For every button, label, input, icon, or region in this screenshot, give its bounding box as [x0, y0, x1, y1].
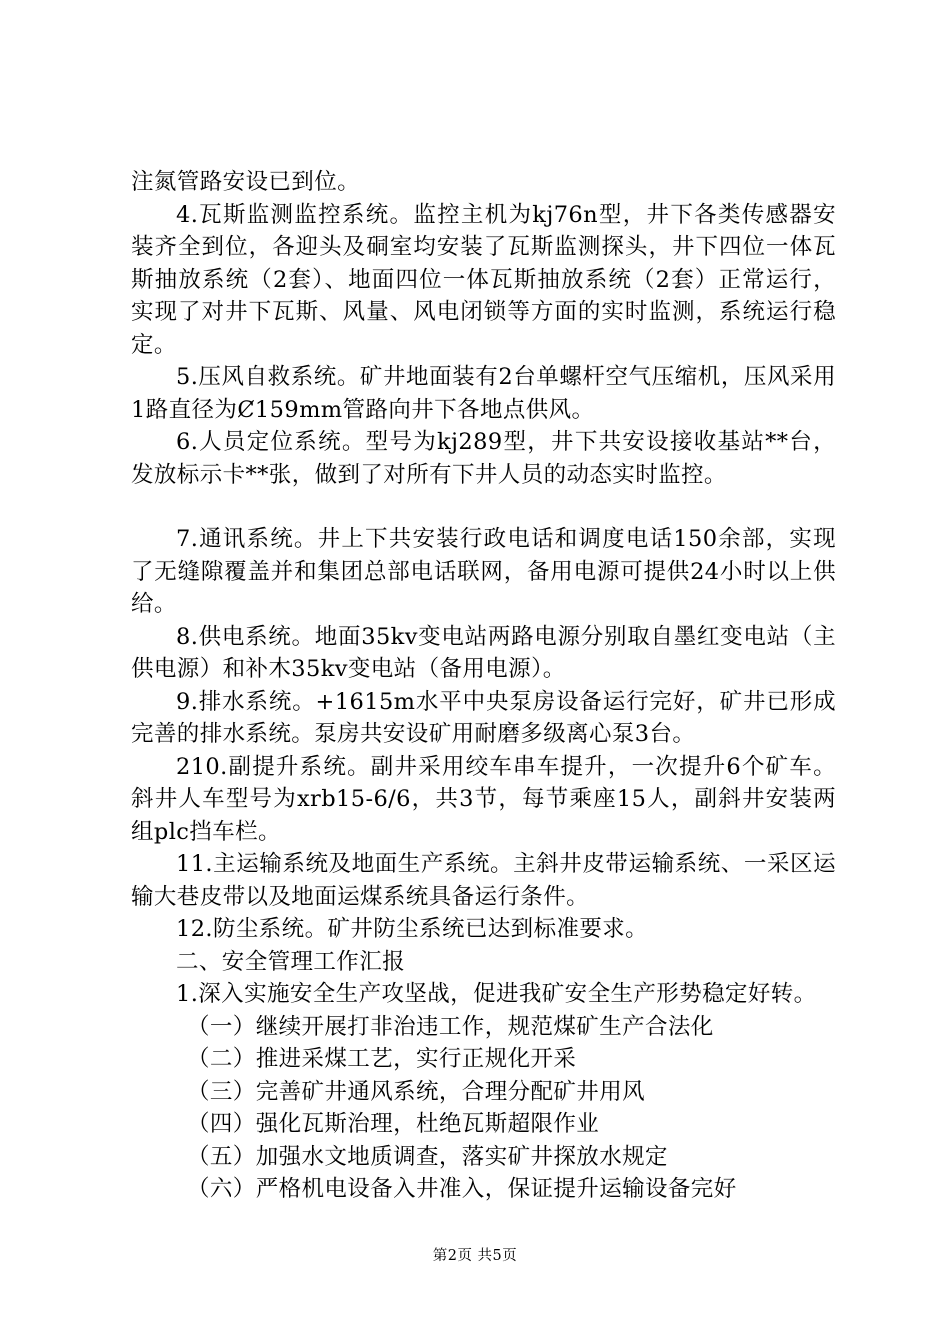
paragraph-power-supply: 8.供电系统。地面35kv变电站两路电源分别取自墨红变电站（主供电源）和补木35kv变电站（备用电源）。	[131, 623, 836, 682]
list-item-4: （四）强化瓦斯治理，杜绝瓦斯超限作业	[187, 1111, 600, 1137]
paragraph-compressed-air: 5.压风自救系统。矿井地面装有2台单螺杆空气压缩机，压风采用1路直径为Ȼ159mm管路向井下各地点供风。	[131, 364, 836, 423]
paragraph-drainage: 9.排水系统。+1615m水平中央泵房设备运行完好，矿井已形成完善的排水系统。泵房共安设矿用耐磨多级离心泵3台。	[131, 688, 836, 747]
paragraph-gas-monitoring: 4.瓦斯监测监控系统。监控主机为kj76n型，井下各类传感器安装齐全到位，各迎头及硐室均安装了瓦斯监测探头，井下四位一体瓦斯抽放系统（2套）、地面四位一体瓦斯抽放系统（2套）正常运行，实现了对井下瓦斯、风量、风电闭锁等方面的实时监测，系统运行稳定。	[131, 201, 836, 358]
list-item-6: （六）严格机电设备入井准入，保证提升运输设备完好	[187, 1176, 737, 1202]
section-heading-safety-management: 二、安全管理工作汇报	[176, 948, 406, 975]
page-number-label: 第2页 共5页	[432, 1248, 518, 1264]
paragraph-safety-campaign: 1.深入实施安全生产攻坚战，促进我矿安全生产形势稳定好转。	[176, 981, 817, 1007]
list-item-1: （一）继续开展打非治违工作，规范煤矿生产合法化	[187, 1013, 714, 1040]
list-item-2: （二）推进采煤工艺，实行正规化开采	[187, 1046, 577, 1072]
document-body	[131, 166, 836, 1206]
list-item-5: （五）加强水文地质调查，落实矿井探放水规定	[187, 1143, 668, 1170]
paragraph-dust-prevention: 12.防尘系统。矿井防尘系统已达到标准要求。	[176, 916, 649, 942]
paragraph-main-transport: 11.主运输系统及地面生产系统。主斜井皮带运输系统、一采区运输大巷皮带以及地面运煤系统具备运行条件。	[131, 851, 836, 910]
paragraph-auxiliary-hoisting: 210.副提升系统。副井采用绞车串车提升，一次提升6个矿车。斜井人车型号为xrb15-6/6，共3节，每节乘座15人，副斜井安装两组plc挡车栏。	[131, 753, 836, 845]
paragraph-continuation: 注氮管路安设已到位。	[131, 169, 361, 195]
list-item-3: （三）完善矿井通风系统，合理分配矿井用风	[187, 1078, 646, 1105]
page-footer	[0, 1244, 950, 1265]
paragraph-communication: 7.通讯系统。井上下共安装行政电话和调度电话150余部，实现了无缝隙覆盖并和集团总部电话联网，备用电源可提供24小时以上供给。	[131, 526, 836, 617]
paragraph-personnel-positioning: 6.人员定位系统。型号为kj289型，井下共安设接收基站**台，发放标示卡**张，做到了对所有下井人员的动态实时监控。	[131, 429, 836, 488]
